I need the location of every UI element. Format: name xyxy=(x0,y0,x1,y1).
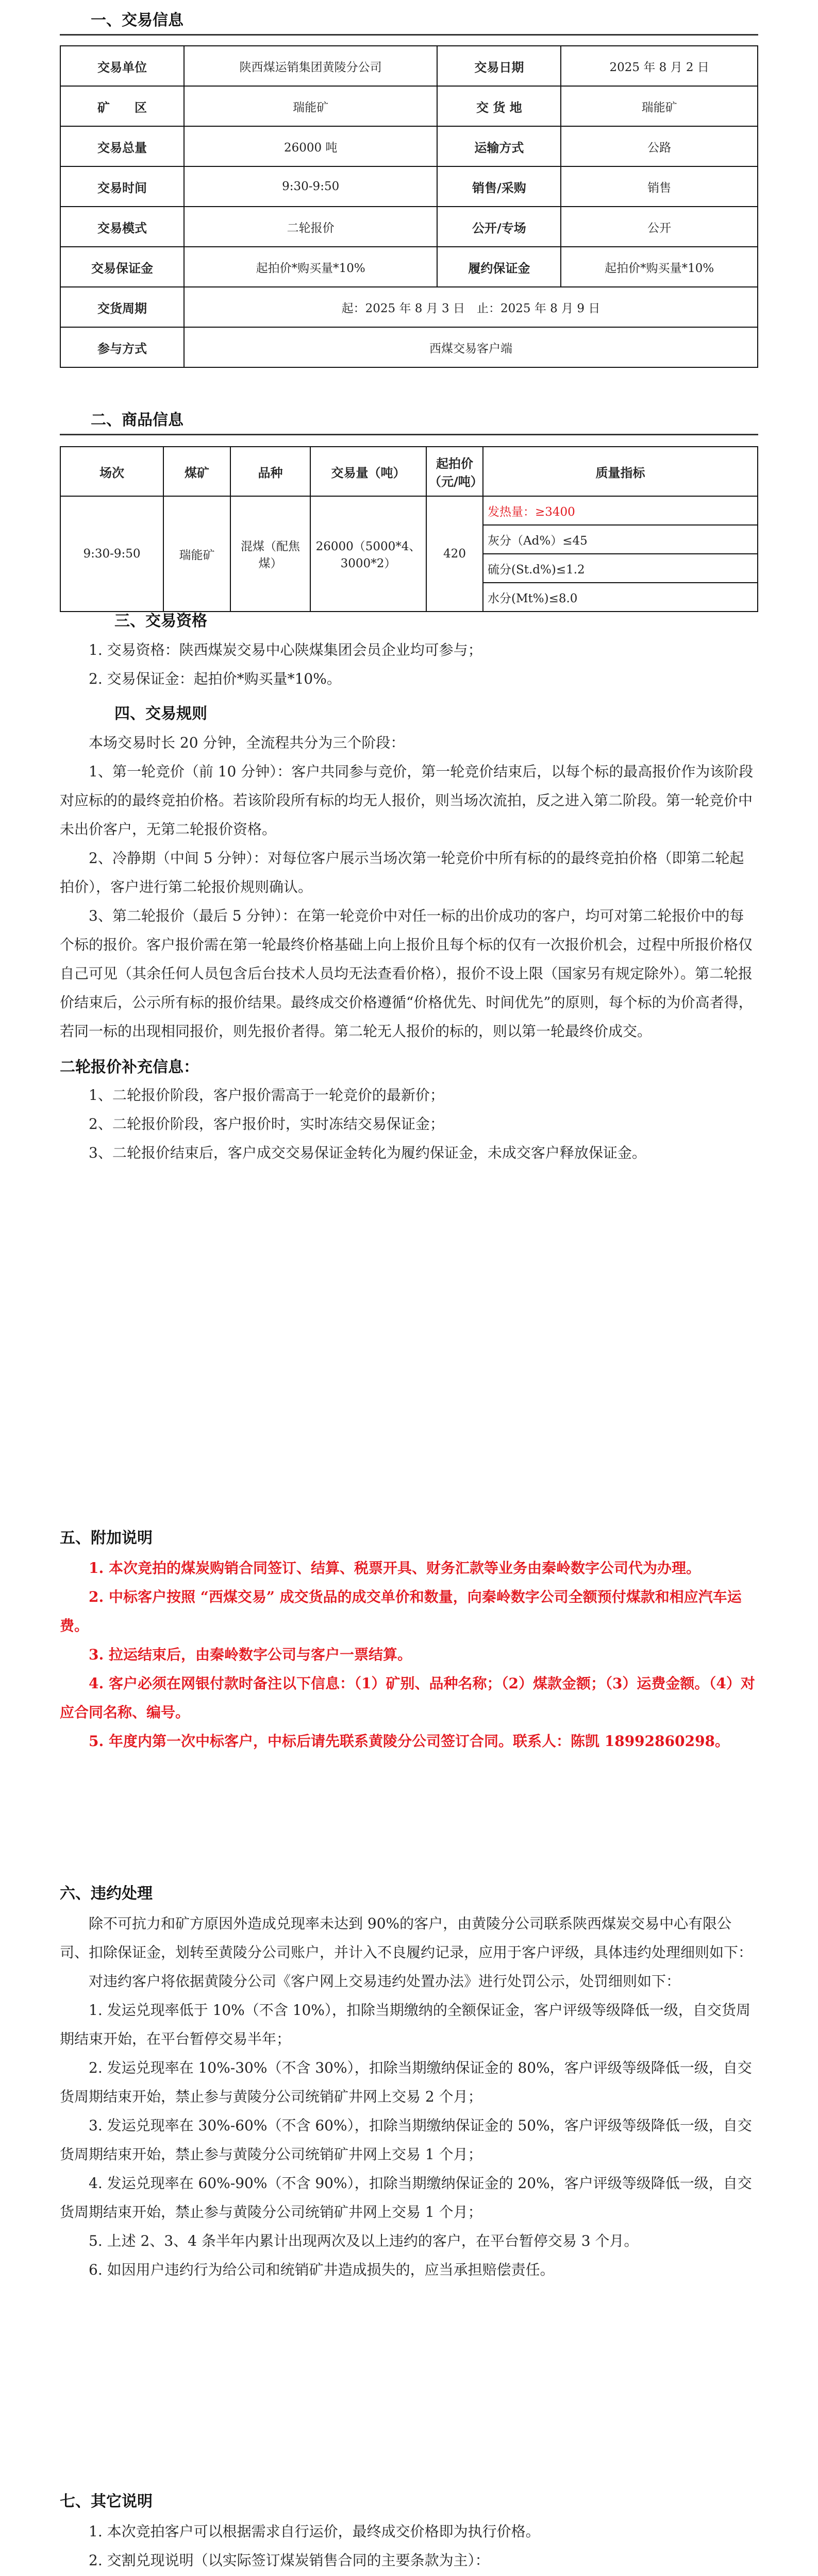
field-label: 运输方式 xyxy=(437,126,561,166)
section-3-title: 三、交易资格 xyxy=(114,612,207,630)
participation-mode-value: 西煤交易客户端 xyxy=(184,327,758,367)
field-value: 二轮报价 xyxy=(184,207,437,247)
s6-p1: 除不可抗力和矿方原因外造成兑现率未达到 90%的客户，由黄陵分公司联系陕西煤炭交易中心有限公司、扣除保证金，划转至黄陵分公司账户，并计入不良履约记录，应用于客户评级，具体违约处理细则如下： xyxy=(60,1915,753,1961)
field-value: 公路 xyxy=(561,126,758,166)
col-session: 场次 xyxy=(60,447,163,496)
field-value: 陕西煤运销集团黄陵分公司 xyxy=(184,46,437,86)
cell-session: 9:30-9:50 xyxy=(60,496,163,612)
trade-info-table xyxy=(60,45,758,368)
s4-sp1: 1、二轮报价阶段，客户报价需高于一轮竞价的最新价； xyxy=(89,1087,444,1104)
s4-p4: 3、第二轮报价（最后 5 分钟）：在第一轮竞价中对任一标的出价成功的客户，均可对第二轮报价中的每个标的报价。客户报价需在第一轮最终价格基础上向上报价且每个标的仅有一次报价机会，过程中所报价格仅自己可见（其余任何人员包含后台技术人员均无法查看价格），报价不设上限（国家另有规定除外）。第二轮报价结束后，公示所有标的报价结果。最终成交价格遵循“价格优先、时间优先”的原则，每个标的为价高者得，若同一标的出现相同报价，则先报价者得。第二轮无人报价的标的，则以第一轮最终价成交。 xyxy=(60,907,753,1040)
s4-p2: 1、第一轮竞价（前 10 分钟）：客户共同参与竞价，第一轮竞价结束后，以每个标的最高报价作为该阶段对应标的的最终竞拍价格。若该阶段所有标的均无人报价，则当场次流拍，反之进入第二阶段。第一轮竞价中未出价客户，无第二轮报价资格。 xyxy=(60,763,754,838)
cell-qty: 26000（5000*4、3000*2） xyxy=(310,496,426,612)
col-mine: 煤矿 xyxy=(163,447,230,496)
s4-sp2: 2、二轮报价阶段，客户报价时，实时冻结交易保证金； xyxy=(89,1115,444,1132)
field-value: 销售 xyxy=(561,166,758,207)
section-6 xyxy=(60,1880,758,2284)
field-label: 销售/采购 xyxy=(437,166,561,207)
trade-info-row xyxy=(60,86,758,126)
s4-p1: 本场交易时长 20 分钟，全流程共分为三个阶段： xyxy=(89,734,405,751)
delivery-period-row xyxy=(60,287,758,327)
section-4 xyxy=(60,701,758,1167)
product-table xyxy=(60,446,758,612)
section-5 xyxy=(60,1525,758,1756)
s6-p8: 6. 如因用户违约行为给公司和统销矿井造成损失的，应当承担赔偿责任。 xyxy=(89,2261,555,2278)
trade-info-row xyxy=(60,46,758,86)
section-7-title: 七、其它说明 xyxy=(60,2493,153,2511)
section-6-title: 六、违约处理 xyxy=(60,1885,153,1903)
s6-p5: 3. 发运兑现率在 30%-60%（不含 60%），扣除当期缴纳保证金的 50%，客户评级等级降低一级，自交货周期结束开始，禁止参与黄陵分公司统销矿井网上交易 1 个月； xyxy=(60,2117,752,2163)
field-value: 起拍价*购买量*10% xyxy=(561,247,758,287)
field-value: 瑞能矿 xyxy=(561,86,758,126)
section-3 xyxy=(60,608,758,693)
field-label: 矿 区 xyxy=(60,86,184,126)
s6-p4: 2. 发运兑现率在 10%-30%（不含 30%），扣除当期缴纳保证金的 80%，客户评级等级降低一级，自交货周期结束开始，禁止参与黄陵分公司统销矿井网上交易 2 个月； xyxy=(60,2059,752,2105)
section-4-title: 四、交易规则 xyxy=(114,705,207,723)
field-label: 交易时间 xyxy=(60,166,184,207)
participation-mode-label: 参与方式 xyxy=(60,327,184,367)
cell-price: 420 xyxy=(426,496,483,612)
s7-p2: 2. 交割兑现说明（以实际签订煤炭销售合同的主要条款为主）： xyxy=(89,2552,490,2569)
delivery-period-value: 起：2025 年 8 月 3 日 止：2025 年 8 月 9 日 xyxy=(184,287,758,327)
s4-subtitle: 二轮报价补充信息： xyxy=(60,1058,199,1076)
s6-p7: 5. 上述 2、3、4 条半年内累计出现两次及以上违约的客户，在平台暂停交易 3 个月。 xyxy=(89,2232,639,2249)
s3-p1: 1. 交易资格：陕西煤炭交易中心陕煤集团会员企业均可参与； xyxy=(89,641,482,658)
field-label: 交易总量 xyxy=(60,126,184,166)
cell-type: 混煤（配焦煤） xyxy=(230,496,310,612)
quality-ash: 灰分（Ad%）≤45 xyxy=(483,525,758,554)
s3-p2: 2. 交易保证金：起拍价*购买量*10%。 xyxy=(89,670,341,687)
field-label: 履约保证金 xyxy=(437,247,561,287)
s4-p3: 2、冷静期（中间 5 分钟）：对每位客户展示当场次第一轮竞价中所有标的的最终竞拍价格（即第二轮起拍价），客户进行第二轮报价规则确认。 xyxy=(60,850,744,895)
trade-info-row xyxy=(60,126,758,166)
trade-info-row xyxy=(60,247,758,287)
s5-p1: 1. 本次竞拍的煤炭购销合同签订、结算、税票开具、财务汇款等业务由秦岭数字公司代为办理。 xyxy=(89,1560,700,1577)
field-label: 交 货 地 xyxy=(437,86,561,126)
participation-mode-row xyxy=(60,327,758,367)
trade-info-row xyxy=(60,166,758,207)
section-2 xyxy=(60,407,758,435)
field-label: 交易日期 xyxy=(437,46,561,86)
quality-heat: 发热量：≥3400 xyxy=(483,496,758,525)
section-2-title: 二、商品信息 xyxy=(60,407,758,435)
section-7 xyxy=(60,2488,758,2576)
field-value: 9:30-9:50 xyxy=(184,166,437,207)
col-qty: 交易量（吨） xyxy=(310,447,426,496)
s6-p6: 4. 发运兑现率在 60%-90%（不含 90%），扣除当期缴纳保证金的 20%，客户评级等级降低一级，自交货周期结束开始，禁止参与黄陵分公司统销矿井网上交易 1 个月； xyxy=(60,2175,752,2221)
col-quality: 质量指标 xyxy=(483,447,758,496)
field-label: 交易模式 xyxy=(60,207,184,247)
field-value: 26000 吨 xyxy=(184,126,437,166)
field-value: 瑞能矿 xyxy=(184,86,437,126)
cell-mine: 瑞能矿 xyxy=(163,496,230,612)
s6-p3: 1. 发运兑现率低于 10%（不含 10%），扣除当期缴纳的全额保证金，客户评级等级降低一级，自交货周期结束开始，在平台暂停交易半年； xyxy=(60,2002,750,2047)
col-type: 品种 xyxy=(230,447,310,496)
field-value: 2025 年 8 月 2 日 xyxy=(561,46,758,86)
s5-p4: 4. 客户必须在网银付款时备注以下信息：（1）矿别、品种名称；（2）煤款金额；（3）运费金额。（4）对应合同名称、编号。 xyxy=(60,1675,755,1721)
s4-sp3: 3、二轮报价结束后，客户成交交易保证金转化为履约保证金，未成交客户释放保证金。 xyxy=(89,1144,646,1161)
s5-p2: 2. 中标客户按照 “西煤交易” 成交货品的成交单价和数量，向秦岭数字公司全额预付煤款和相应汽车运费。 xyxy=(60,1588,742,1634)
quality-water: 水分(Mt%)≤8.0 xyxy=(483,583,758,612)
s5-p5: 5. 年度内第一次中标客户，中标后请先联系黄陵分公司签订合同。联系人：陈凯 18992860298。 xyxy=(89,1733,730,1750)
s6-p2: 对违约客户将依据黄陵分公司《客户网上交易违约处置办法》进行处罚公示，处罚细则如下： xyxy=(89,1973,681,1990)
s5-p3: 3. 拉运结束后，由秦岭数字公司与客户一票结算。 xyxy=(89,1646,412,1663)
quality-sulfur: 硫分(St.d%)≤1.2 xyxy=(483,554,758,583)
s7-p1: 1. 本次竞拍客户可以根据需求自行运价，最终成交价格即为执行价格。 xyxy=(89,2523,540,2540)
delivery-period-label: 交货周期 xyxy=(60,287,184,327)
field-label: 交易保证金 xyxy=(60,247,184,287)
field-value: 起拍价*购买量*10% xyxy=(184,247,437,287)
section-1 xyxy=(60,7,758,36)
section-5-title: 五、附加说明 xyxy=(60,1529,153,1547)
section-1-title: 一、交易信息 xyxy=(60,7,758,36)
col-price: 起拍价（元/吨） xyxy=(426,447,483,496)
field-label: 公开/专场 xyxy=(437,207,561,247)
field-label: 交易单位 xyxy=(60,46,184,86)
field-value: 公开 xyxy=(561,207,758,247)
trade-info-row xyxy=(60,207,758,247)
